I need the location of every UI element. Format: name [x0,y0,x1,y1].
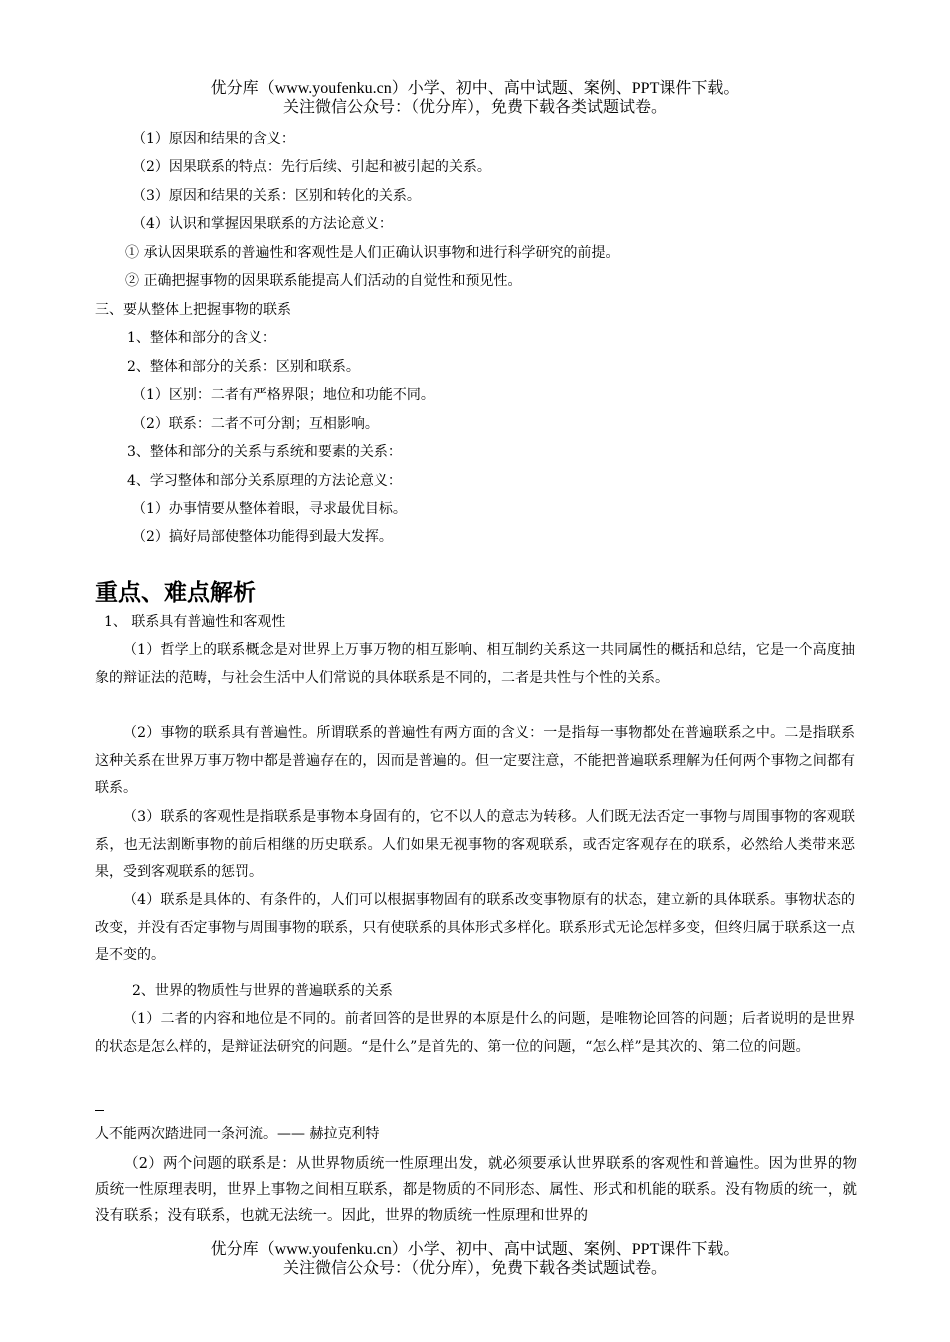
outline-item: 3、整体和部分的关系与系统和要素的关系： [127,444,402,460]
paragraph: （4）联系是具体的、有条件的，人们可以根据事物固有的联系改变事物原有的状态，建立新的具体联系。事物状态的改变，并没有否定事物与周围事物的联系，只有使联系的具体形式多样化。联系形式无论怎样多变，但终归属于联系这一点是不变的。 [95,892,855,963]
paragraph: （1）哲学上的联系概念是对世界上万事万物的相互影响、相互制约关系这一共同属性的概括和总结，它是一个高度抽象的辩证法的范畴，与社会生活中人们常说的具体联系是不同的，二者是共性与个性的关系。 [95,642,855,686]
outline-item: 1、整体和部分的含义： [127,330,276,346]
paragraph: （3）联系的客观性是指联系是事物本身固有的，它不以人的意志为转移。人们既无法否定一事物与周围事物的客观联系，也无法割断事物的前后相继的历史联系。人们如果无视事物的客观联系，或否定客观存在的联系，必然给人类带来恶果，受到客观联系的惩罚。 [95,809,855,880]
footnote-rule [95,1110,104,1111]
outline-item: （2）联系：二者不可分割；互相影响。 [132,416,379,432]
footer-line-2: 关注微信公众号：（优分库），免费下载各类试题试卷。 [282,1260,667,1277]
section-title: 重点、难点解析 [95,580,256,606]
outline-item: （2）因果联系的特点：先行后续、引起和被引起的关系。 [132,159,491,175]
outline-item: （4）认识和掌握因果联系的方法论意义： [132,216,393,232]
paragraph: （2）两个问题的联系是：从世界物质统一性原理出发，就必须要承认世界联系的客观性和普遍性。因为世界的物质统一性原理表明，世界上事物之间相互联系，都是物质的不同形态、属性、形式和机能的联系。没有物质的统一，就没有联系；没有联系，也就无法统一。因此，世界的物质统一性原理和世界的 [95,1156,857,1224]
outline-item: 2、整体和部分的关系：区别和联系。 [127,359,360,375]
outline-item: ② 正确把握事物的因果联系能提高人们活动的自觉性和预见性。 [125,273,522,289]
header-line-2: 关注微信公众号：（优分库），免费下载各类试题试卷。 [282,99,667,116]
outline-item: （3）原因和结果的关系：区别和转化的关系。 [132,188,421,204]
outline-item: 4、学习整体和部分关系原理的方法论意义： [127,473,402,489]
outline-item: （1）办事情要从整体着眼，寻求最优目标。 [132,501,407,517]
item-2-heading: 2、世界的物质性与世界的普遍联系的关系 [132,983,393,999]
header-line-1: 优分库（www.youfenku.cn）小学、初中、高中试题、案例、PPT课件下载。 [210,80,740,97]
outline-item: （2）搞好局部使整体功能得到最大发挥。 [132,529,393,545]
quote: 人不能两次踏进同一条河流。—— 赫拉克利特 [95,1126,380,1142]
item-1-heading: 1、 联系具有普遍性和客观性 [104,614,286,630]
outline-item: ① 承认因果联系的普遍性和客观性是人们正确认识事物和进行科学研究的前提。 [125,245,620,261]
paragraph: （1）二者的内容和地位是不同的。前者回答的是世界的本原是什么的问题，是唯物论回答的问题；后者说明的是世界的状态是怎么样的，是辩证法研究的问题。“是什么”是首先的、第一位的问题，“怎么样”是其次的、第二位的问题。 [95,1011,855,1055]
outline-section-heading: 三、要从整体上把握事物的联系 [95,302,291,318]
outline-item: （1）原因和结果的含义： [132,131,295,147]
paragraph: （2）事物的联系具有普遍性。所谓联系的普遍性有两方面的含义：一是指每一事物都处在普遍联系之中。二是指联系这种关系在世界万事万物中都是普遍存在的，因而是普遍的。但一定要注意，不能把普遍联系理解为任何两个事物之间都有联系。 [95,725,855,796]
outline-item: （1）区别：二者有严格界限；地位和功能不同。 [132,387,435,403]
footer-line-1: 优分库（www.youfenku.cn）小学、初中、高中试题、案例、PPT课件下载。 [210,1241,740,1258]
